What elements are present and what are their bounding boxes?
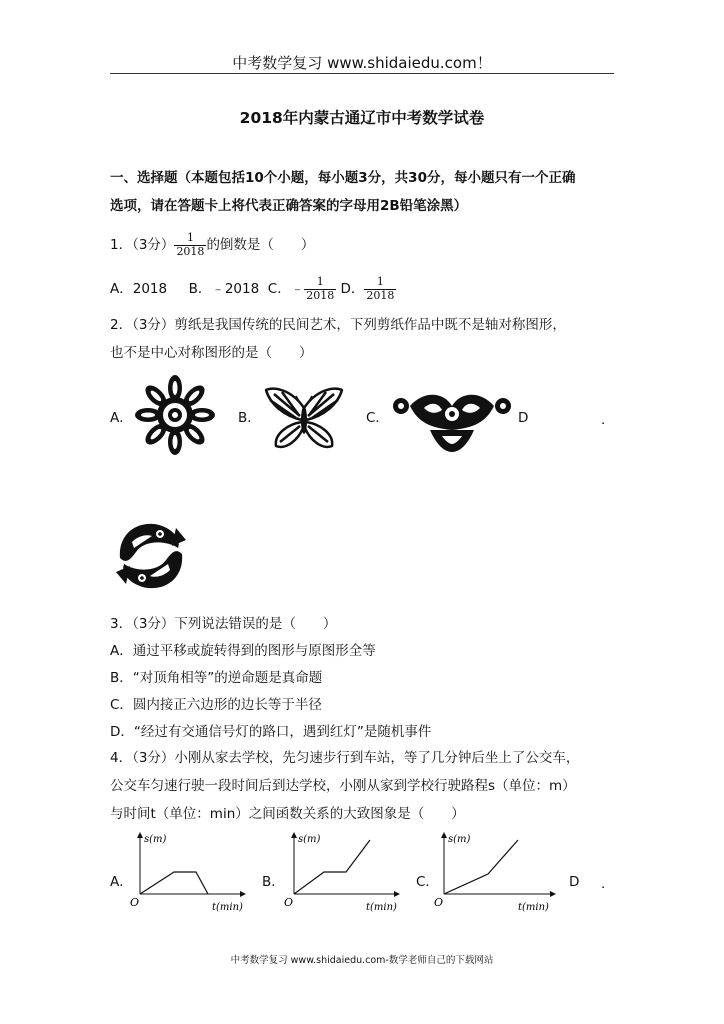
question-2-line2: 也不是中心对称图形的是（ ） (110, 345, 313, 361)
graph-a-ylabel: s(m) (144, 834, 167, 845)
q3-option-d: D．“经过有交通信号灯的路口，遇到红灯”是随机事件 (110, 724, 432, 740)
page-footer: 中考数学复习 www.shidaiedu.com-数学老师自己的下载网站 (230, 955, 494, 966)
question-4-line1: 4．（3分）小刚从家去学校，先匀速步行到车站，等了几分钟后坐上了公交车， (110, 750, 580, 766)
exam-title: 2018年内蒙古通辽市中考数学试卷 (239, 109, 485, 127)
q2-option-a-label: A． (110, 410, 133, 426)
q1-suffix: 的倒数是（ ） (206, 237, 315, 254)
q3-option-b: B．“对顶角相等”的逆命题是真命题 (110, 670, 323, 686)
header-rule (110, 73, 614, 74)
graph-b-origin: O (284, 896, 294, 909)
graph-c-xlabel: t(min) (518, 902, 549, 913)
q1-option-c-fraction (304, 276, 336, 302)
graph-b-ylabel: s(m) (298, 834, 321, 845)
graph-a-line (140, 872, 208, 894)
q1-option-d-label: D． (340, 281, 365, 298)
question-4-line3: 与时间t（单位：min）之间函数关系的大致图象是（ ） (110, 806, 465, 822)
q1-option-c-label: C．﹣ (267, 281, 305, 298)
q1-frac-num: 1 (186, 231, 194, 244)
q1-option-d-fraction (364, 276, 396, 302)
question-2-line1: 2．（3分）剪纸是我国传统的民间艺术，下列剪纸作品中既不是轴对称图形， (110, 317, 566, 333)
graph-b-line (294, 840, 370, 894)
section-heading-line1: 一、选择题（本题包括10个小题，每小题3分，共30分，每小题只有一个正确 (110, 170, 576, 186)
graph-c-line (444, 840, 518, 894)
page-header: 中考数学复习 www.shidaiedu.com！ (232, 54, 492, 72)
q1-frac-den: 2018 (176, 244, 205, 258)
paper-cut-fish-pair-icon (114, 518, 188, 594)
q2-option-d-label: D (518, 410, 529, 426)
paper-cut-butterfly-icon (262, 386, 346, 454)
q3-option-c: C．圆内接正六边形的边长等于半径 (110, 697, 322, 713)
q3-option-a: A．通过平移或旋转得到的图形与原图形全等 (110, 643, 376, 659)
question-4-line2: 公交车匀速行驶一段时间后到达学校，小刚从家到学校行驶路程s（单位：m） (110, 778, 576, 794)
q4-option-d-label: D (569, 874, 580, 890)
paper-cut-floral-icon (390, 386, 514, 456)
q1-d-den: 2018 (366, 288, 395, 302)
section-heading-line2: 选项，请在答题卡上将代表正确答案的字母用2B铅笔涂黑） (110, 198, 468, 214)
question-1 (110, 232, 314, 258)
graph-c-origin: O (434, 896, 444, 909)
q4-option-d-dot: . (601, 876, 606, 892)
q1-c-den: 2018 (306, 288, 335, 302)
q1-fraction (174, 232, 206, 258)
q4-option-c-label: C． (416, 874, 439, 890)
question-3-stem: 3．（3分）下列说法错误的是（ ） (110, 616, 337, 632)
q4-option-b-label: B． (262, 874, 285, 890)
graph-c-ylabel: s(m) (448, 834, 471, 845)
graph-a-origin: O (130, 896, 140, 909)
q2-option-d-dot: . (601, 412, 606, 428)
q1-option-a: A．2018 (110, 281, 168, 298)
q2-option-b-label: B． (238, 410, 261, 426)
q1-prefix: 1．（3分） (110, 237, 175, 254)
graph-b-xlabel: t(min) (366, 902, 397, 913)
paper-cut-flower-icon (134, 374, 216, 456)
graph-a-xlabel: t(min) (212, 902, 243, 913)
graph-a (128, 830, 246, 914)
q4-option-a-label: A． (110, 874, 133, 890)
q1-c-num: 1 (316, 275, 324, 288)
q1-d-num: 1 (376, 275, 384, 288)
q1-option-b: B．﹣2018 (188, 281, 260, 298)
q1-options (110, 276, 396, 302)
graph-c (432, 830, 556, 914)
graph-b (282, 830, 400, 914)
q2-option-c-label: C． (366, 410, 389, 426)
